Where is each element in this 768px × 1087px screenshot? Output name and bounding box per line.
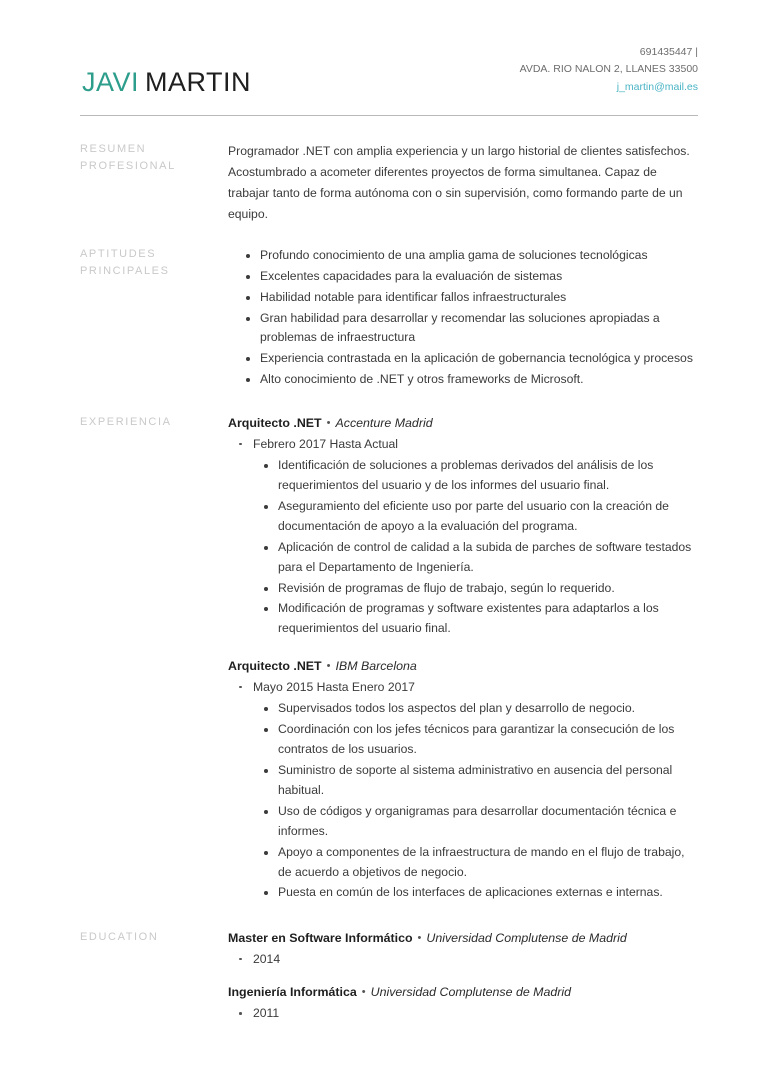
candidate-name bbox=[70, 68, 251, 98]
education-entry bbox=[228, 983, 698, 1023]
summary-paragraph: Programador .NET con amplia experiencia y un largo historial de clientes satisfechos. Acostumbrado a acometer diferentes proyectos de forma simultanea. Capaz de trabajar tanto de forma autónoma con o sin supervisión, como formando parte de un equipo. bbox=[228, 143, 690, 221]
section-experience bbox=[70, 391, 698, 904]
degree-title: Master en Software Informático bbox=[228, 931, 413, 946]
education-entries bbox=[228, 929, 698, 1023]
summary-label-line-1: RESUMEN bbox=[80, 142, 147, 155]
experience-label: EXPERIENCIA bbox=[80, 416, 172, 429]
skill-item: Gran habilidad para desarrollar y recomendar las soluciones apropiadas a problemas de infraestructura bbox=[246, 309, 698, 349]
section-skills bbox=[70, 225, 698, 391]
first-name: JAVI bbox=[82, 67, 140, 98]
education-entry-head bbox=[228, 983, 698, 1002]
job-duty-item: Revisión de programas de flujo de trabajo, según lo requerido. bbox=[264, 579, 698, 599]
title-separator-icon: • bbox=[326, 417, 331, 430]
job-title: Arquitecto .NET bbox=[228, 416, 322, 431]
skill-item: Excelentes capacidades para la evaluación de sistemas bbox=[246, 267, 698, 287]
job-duty-item: Aplicación de control de calidad a la subida de parches de software testados para el Departamento de Ingeniería. bbox=[264, 538, 698, 578]
section-label-skills bbox=[70, 246, 228, 280]
graduation-year: 2011 bbox=[228, 1004, 698, 1024]
skill-item: Profundo conocimiento de una amplia gama de soluciones tecnológicas bbox=[246, 246, 698, 266]
section-summary bbox=[70, 116, 698, 225]
title-separator-icon: • bbox=[417, 932, 422, 945]
postal-address: AVDA. RIO NALON 2, LLANES 33500 bbox=[519, 63, 698, 76]
title-separator-icon: • bbox=[361, 986, 366, 999]
job-duty-item: Apoyo a componentes de la infraestructura de mando en el flujo de trabajo, de acuerdo a objetivos de negocio. bbox=[264, 843, 698, 883]
education-entry bbox=[228, 929, 698, 969]
section-body-skills bbox=[228, 246, 698, 391]
graduation-year: 2014 bbox=[228, 950, 698, 970]
email-address[interactable]: j_martin@mail.es bbox=[616, 80, 698, 93]
job-duty-item: Supervisados todos los aspectos del plan y desarrollo de negocio. bbox=[264, 699, 698, 719]
section-label-summary bbox=[70, 141, 228, 175]
section-label-experience bbox=[70, 414, 228, 431]
summary-label-line-2: PROFESIONAL bbox=[80, 159, 176, 172]
job-duty-list bbox=[228, 699, 698, 903]
job-duty-item: Identificación de soluciones a problemas derivados del análisis de los requerimientos del usuario y de los informes del usuario final. bbox=[264, 456, 698, 496]
skills-label-line-1: APTITUDES bbox=[80, 247, 157, 260]
job-duty-item: Modificación de programas y software existentes para adaptarlos a los requerimientos del usuario final. bbox=[264, 599, 698, 639]
experience-entry bbox=[228, 657, 698, 903]
contact-info bbox=[520, 44, 698, 98]
job-duty-list bbox=[228, 456, 698, 639]
job-duty-item: Aseguramiento del eficiente uso por parte del usuario con la creación de documentación de apoyo a la evaluación del programa. bbox=[264, 497, 698, 537]
education-label: EDUCATION bbox=[80, 931, 159, 944]
company-name: IBM Barcelona bbox=[335, 659, 417, 674]
school-name: Universidad Complutense de Madrid bbox=[370, 985, 572, 1000]
job-date-range: Febrero 2017 Hasta Actual bbox=[228, 435, 698, 455]
experience-entries bbox=[228, 414, 698, 904]
section-body-summary bbox=[228, 141, 698, 225]
job-duty-item: Puesta en común de los interfaces de aplicaciones externas e internas. bbox=[264, 883, 698, 903]
job-title: Arquitecto .NET bbox=[228, 659, 322, 674]
skills-label-line-2: PRINCIPALES bbox=[80, 264, 170, 277]
company-name: Accenture Madrid bbox=[335, 416, 433, 431]
resume-header bbox=[70, 0, 698, 98]
job-date-range: Mayo 2015 Hasta Enero 2017 bbox=[228, 678, 698, 698]
experience-entry-head bbox=[228, 414, 698, 433]
section-education bbox=[70, 904, 698, 1023]
phone-number: 691435447 | bbox=[639, 46, 698, 58]
last-name: MARTIN bbox=[145, 67, 252, 98]
experience-entry bbox=[228, 414, 698, 639]
experience-entry-head bbox=[228, 657, 698, 676]
school-name: Universidad Complutense de Madrid bbox=[426, 931, 627, 946]
degree-title: Ingeniería Informática bbox=[228, 985, 357, 1000]
job-duty-item: Suministro de soporte al sistema administrativo en ausencia del personal habitual. bbox=[264, 761, 698, 801]
section-label-education bbox=[70, 929, 228, 946]
skill-item: Habilidad notable para identificar fallos infraestructurales bbox=[246, 288, 698, 308]
skill-item: Experiencia contrastada en la aplicación de gobernancia tecnológica y procesos bbox=[246, 349, 698, 369]
skills-list bbox=[228, 246, 698, 390]
job-duty-item: Coordinación con los jefes técnicos para garantizar la consecución de los contratos de los usuarios. bbox=[264, 720, 698, 760]
skill-item: Alto conocimiento de .NET y otros frameworks de Microsoft. bbox=[246, 370, 698, 390]
title-separator-icon: • bbox=[326, 660, 331, 673]
education-entry-head bbox=[228, 929, 698, 948]
job-duty-item: Uso de códigos y organigramas para desarrollar documentación técnica e informes. bbox=[264, 802, 698, 842]
